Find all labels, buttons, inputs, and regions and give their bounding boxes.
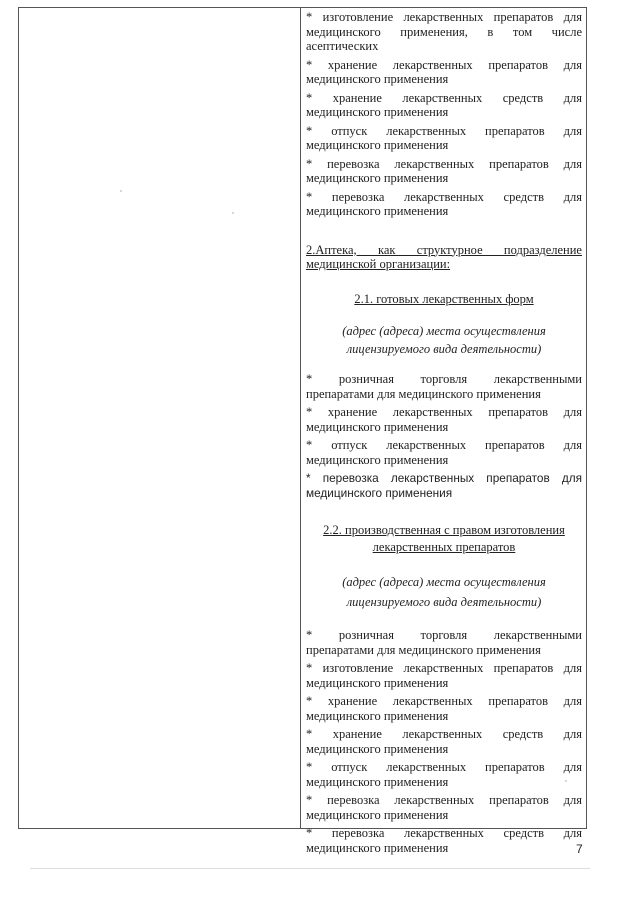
list-item: * перевозка лекарственных средств для медицинского применения bbox=[306, 826, 582, 855]
page-number: 7 bbox=[576, 842, 583, 856]
scan-speck bbox=[120, 190, 122, 192]
list-item: * изготовление лекарственных препаратов для медицинского применения bbox=[306, 661, 582, 690]
list-item: * хранение лекарственных препаратов для медицинского применения bbox=[306, 405, 582, 434]
list-item: * перевозка лекарственных средств для медицинского применения bbox=[306, 189, 582, 218]
subsection-2-1-address: (адрес (адреса) места осуществления лицензируемого вида деятельности) bbox=[342, 324, 546, 356]
list-item: * отпуск лекарственных препаратов для медицинского применения bbox=[306, 760, 582, 789]
list-item: * изготовление лекарственных препаратов для медицинского применения, в том числе асептических bbox=[306, 10, 582, 53]
list-item: * хранение лекарственных средств для медицинского применения bbox=[306, 90, 582, 119]
section-2-heading: 2.Аптека, как структурное подразделение медицинской организации: bbox=[306, 242, 582, 271]
list-item: * розничная торговля лекарственными препаратами для медицинского применения bbox=[306, 372, 582, 401]
subsection-2-2-address: (адрес (адреса) места осуществления лицензируемого вида деятельности) bbox=[342, 575, 546, 609]
column-divider bbox=[300, 7, 301, 829]
list-item: * розничная торговля лекарственными препаратами для медицинского применения bbox=[306, 628, 582, 657]
list-item: * перевозка лекарственных препаратов для медицинского применения bbox=[306, 471, 582, 500]
list-item: * перевозка лекарственных препаратов для медицинского применения bbox=[306, 156, 582, 185]
subsection-2-1-heading: 2.1. готовых лекарственных форм bbox=[354, 291, 534, 306]
list-item: * хранение лекарственных препаратов для медицинского применения bbox=[306, 57, 582, 86]
scan-speck bbox=[565, 780, 567, 782]
scan-speck bbox=[232, 212, 234, 214]
list-item: * хранение лекарственных средств для медицинского применения bbox=[306, 727, 582, 756]
list-item: * отпуск лекарственных препаратов для медицинского применения bbox=[306, 123, 582, 152]
subsection-2-2-heading: 2.2. производственная с правом изготовления лекарственных препаратов bbox=[323, 523, 565, 554]
list-item: * отпуск лекарственных препаратов для медицинского применения bbox=[306, 438, 582, 467]
list-item: * перевозка лекарственных препаратов для медицинского применения bbox=[306, 793, 582, 822]
footer-line bbox=[30, 868, 590, 869]
list-item: * хранение лекарственных препаратов для медицинского применения bbox=[306, 694, 582, 723]
right-column bbox=[306, 10, 582, 855]
